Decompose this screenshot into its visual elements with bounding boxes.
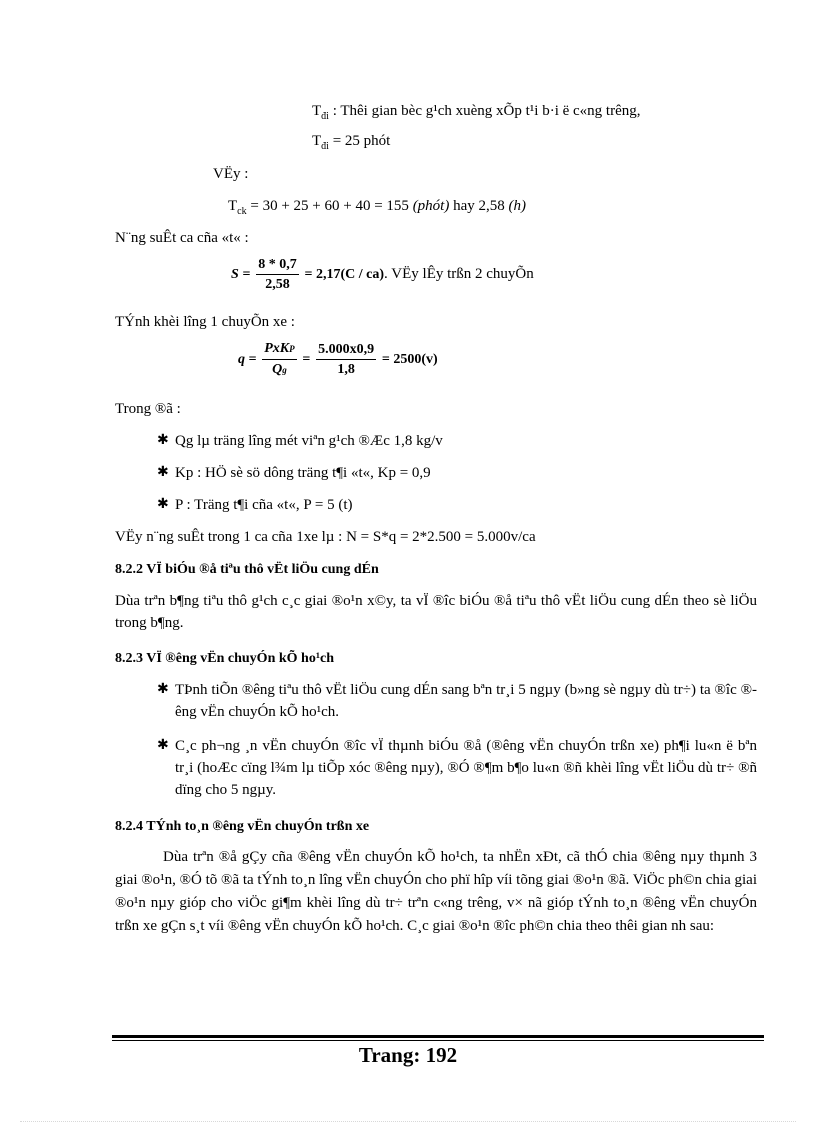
q-numerator-subscript: P <box>289 344 295 354</box>
q-denominator-subscript: g <box>282 365 287 375</box>
t-di-value-symbol: T <box>312 133 322 149</box>
q-rhs: = 2500(v) <box>381 351 438 367</box>
s-lhs: S <box>231 266 239 282</box>
s-denominator: 2,58 <box>265 277 290 292</box>
s-fraction <box>256 256 299 293</box>
section-823-bullet-2: C¸c ph¬ng ¸n vËn chuyÓn ®îc vÏ thµnh biÓu ®å (®êng vËn chuyÓn trßn xe) ph¶i lu«n ë bªn tr¸i (hoÆc cïng l¾m lµ tiÕp xóc ®êng nµy), ®Ó ®¶m b¶o lu«n ®ñ khèi lîng vËt liÖu dù tr÷ ®ñ dïng cho 5 ngµy. <box>175 738 757 798</box>
vay-label: VËy : <box>213 166 249 182</box>
section-822-body: Dùa trªn b¶ng tiªu thô g¹ch c¸c giai ®o¹n x©y, ta vÏ ®îc biÓu ®å tiªu thô vËt liÖu cung dÉn theo sè liÖu trong b¶ng. <box>115 593 757 631</box>
bullet-kp: Kp : HÖ sè sö dông träng t¶i «t«, Kp = 0,9 <box>175 465 431 481</box>
trong-do-label: Trong ®ã : <box>115 401 181 417</box>
t-di-value <box>312 131 390 153</box>
s-tail-text: . VËy lÊy trßn 2 chuyÕn <box>384 265 534 282</box>
section-824-title: 8.2.4 TÝnh to¸n ®êng vËn chuyÓn trßn xe <box>115 819 370 834</box>
tinh-khoi-luong-label: TÝnh khèi lîng 1 chuyÕn xe : <box>115 314 295 330</box>
bullet-star-icon: ✱ <box>157 738 169 753</box>
bullet-star-icon: ✱ <box>157 465 169 480</box>
q-fraction-numeric <box>316 341 376 378</box>
page-number: Trang: 192 <box>358 1043 458 1067</box>
page-edge-dotted-line <box>20 1121 796 1122</box>
q-fraction-symbolic <box>262 340 296 379</box>
nang-suat-label: N¨ng suÊt ca cña «t« : <box>115 230 249 246</box>
bullet-star-icon: ✱ <box>157 497 169 512</box>
q-formula: q = $\frac{\text{PxKP}}{Qg}$ = $\frac{5.000x0,9}{1,8}$ = 2500(v) <box>238 341 438 377</box>
tck-subscript: ck <box>237 206 247 217</box>
t-di-value-subscript: đi <box>321 141 329 152</box>
bullet-p: P : Träng t¶i cña «t«, P = 5 (t) <box>175 497 353 513</box>
bullet-star-icon: ✱ <box>157 433 169 448</box>
tck-formula <box>228 196 526 218</box>
t-di-subscript: đi <box>321 111 329 122</box>
tck-unit: (phót) <box>412 198 450 214</box>
tck-symbol: T <box>228 198 238 214</box>
t-di-symbol: T <box>312 103 322 119</box>
t-di-value-text: = 25 phót <box>328 133 391 149</box>
bullet-star-icon: ✱ <box>157 682 169 697</box>
section-824-body: Dùa trªn ®å gÇy cña ®êng vËn chuyÓn kÕ ho¹ch, ta nhËn xÐt, cã thÓ chia ®êng nµy thµnh 3 giai ®o¹n, ®Ó tõ ®ã ta tÝnh to¸n lîng vËn chuyÓn cho phï hîp víi tõng giai ®o¹n ®ã. ViÖc ph©n chia giai ®o¹n nµy gióp cho viÖc gi¶m khèi lîng dù tr÷ trªn c«ng trêng, v× nã gióp tÝnh to¸n ®êng vËn chuyÓn trßn xe gÇn s¸t víi ®êng vËn chuyÓn kÕ ho¹ch. C¸c giai ®o¹n ®îc ph©n chia theo thêi gian nh sau: <box>115 849 757 934</box>
q-lhs: q = <box>238 351 257 367</box>
q-denominator-numeric: 1,8 <box>337 362 355 377</box>
s-numerator: 8 * 0,7 <box>256 256 299 275</box>
q-denominator-symbolic: Q <box>272 362 283 377</box>
section-823-bullet-1: TÞnh tiÕn ®êng tiªu thô vËt liÖu cung dÉn sang bªn tr¸i 5 ngµy (b»ng sè ngµy dù tr÷) ta ®îc ®êng vËn chuyÓn kÕ ho¹ch. <box>175 682 757 720</box>
t-di-definition-text: : Thêi gian bèc g¹ch xuèng xÕp t¹i b·i ë c«ng trêng, <box>328 103 641 119</box>
q-numerator-numeric: 5.000x0,9 <box>316 341 376 360</box>
t-di-definition <box>312 101 641 123</box>
vay-nang-suat: VËy n¨ng suÊt trong 1 ca cña 1xe lµ : N = S*q = 2*2.500 = 5.000v/ca <box>115 529 536 545</box>
s-rhs: = 2,17(C / ca) <box>304 266 385 282</box>
q-numerator-symbolic: PxK <box>264 341 290 356</box>
section-822-title: 8.2.2 VÏ biÓu ®å tiªu thô vËt liÖu cung dÉn <box>115 562 379 577</box>
s-formula: S = $\frac{8 * 0,7}{2,58}$ = 2,17(C / ca). VËy lÊy trßn 2 chuyÕn <box>231 257 534 292</box>
bullet-qg: Qg lµ träng lîng mét viªn g¹ch ®Æc 1,8 kg/v <box>175 433 443 449</box>
tck-or-text: hay 2,58 <box>449 198 509 214</box>
tck-expression: = 30 + 25 + 60 + 40 = 155 <box>246 198 413 214</box>
footer-rule-thick <box>112 1035 764 1038</box>
section-823-title: 8.2.3 VÏ ®êng vËn chuyÓn kÕ ho¹ch <box>115 651 335 666</box>
tck-hour-unit: (h) <box>508 198 527 214</box>
